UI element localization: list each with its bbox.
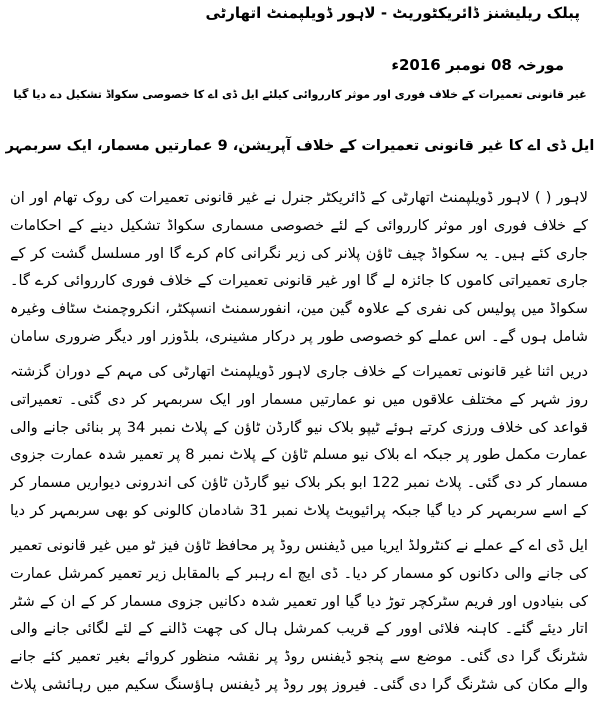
headline-secondary: ایل ڈی اے کا غیر قانونی تعمیرات کے خلاف آپریشن، 9 عمارتیں مسمار، ایک سربمہر xyxy=(5,138,595,154)
department-header: پبلک ریلیشنز ڈائریکٹوریٹ - لاہور ڈویلپمنٹ اتھارٹی xyxy=(205,4,580,22)
paragraph-squad: لاہور ( ) لاہور ڈویلپمنٹ اتھارٹی کے ڈائریکٹر جنرل نے غیر قانونی تعمیرات کی روک تھام اور ان کے خلاف فوری اور موثر کارروائی کے لئے خصوصی مسماری سکواڈ تشکیل دینے کے احکامات جاری کئے ہیں۔ یہ سکواڈ چیف ٹاؤن پلانر کی زیر نگرانی کام کرے گا اور مسلسل گشت کر کے جاری تعمیراتی کاموں کا جائزہ لے گا اور غیر قانونی تعمیرات کے خلاف فوری کارروائی کرے گا۔ سکواڈ میں پولیس کی نفری کے علاوہ گین مین، انفورسمنٹ انسپکٹر، انکروچمنٹ سٹاف وغیرہ شامل ہوں گے۔ اس عملے کو خصوصی طور پر درکار مشینری، بلڈوزر اور دیگر ضروری سامان xyxy=(10,189,588,345)
release-date: مورخہ 08 نومبر 2016ء xyxy=(391,56,564,74)
paragraph-operation: دریں اثنا غیر قانونی تعمیرات کے خلاف جاری لاہور ڈویلپمنٹ اتھارٹی کی مہم کے دوران گزشتہ روز شہر کے مختلف علاقوں میں نو عمارتیں مسمار اور ایک سربمہر کر دی گئی۔ تعمیراتی قواعد کی خلاف ورزی کرتے ہوئے ٹیپو بلاک نیو گارڈن ٹاؤن کے پلاٹ نمبر 34 پر بنائی جانے والی عمارت مکمل طور پر جبکہ اے بلاک نیو مسلم ٹاؤن کے پلاٹ نمبر 8 پر تعمیر شدہ عمارت جزوی مسمار کر دی گئی۔ پلاٹ نمبر 122 ابو بکر بلاک نیو گارڈن ٹاؤن کی اندرونی دیواریں مسمار کر کے اسے سربمہر کر دیا گیا جبکہ پرائیویٹ پلاٹ نمبر 31 شادمان کالونی کو بھی سربمہر کر دیا xyxy=(10,363,588,519)
paragraph-defence-road-text: ایل ڈی اے کے عملے نے کنٹرولڈ ایریا میں ڈیفنس روڈ پر محافظ ٹاؤن فیز ٹو میں غیر قانونی تعمیر کی جانے والی دکانوں کو مسمار کر دیا۔ ڈی ایچ اے رہبر کے بالمقابل زیر تعمیر کمرشل عمارت کی بنیادوں اور فریم سٹرکچر توڑ دیا گیا اور تعمیر شدہ دکانیں جزوی مسمار کر کے ان کے شٹر اتار دیئے گئے۔ کاہنہ فلائی اوور کے قریب کمرشل ہال کی چھت ڈالنے کے لئے لگائی جانے والی شٹرنگ گرا دی گئی۔ موضع سے پنجو ڈیفنس روڈ پر نقشہ منظور کروائے بغیر تعمیر کئے جانے والے مکان کی شٹرنگ گرا دی گئی۔ فیروز پور روڈ پر ڈیفنس ہاؤسنگ سکیم میں رہائشی پلاٹ xyxy=(10,537,588,693)
headline-main: غیر قانونی تعمیرات کے خلاف فوری اور موثر کارروائی کیلئے ایل ڈی اے کا خصوصی سکواڈ تشکیل دے دیا گیا xyxy=(13,88,587,101)
paragraph-defence-road xyxy=(10,532,588,702)
